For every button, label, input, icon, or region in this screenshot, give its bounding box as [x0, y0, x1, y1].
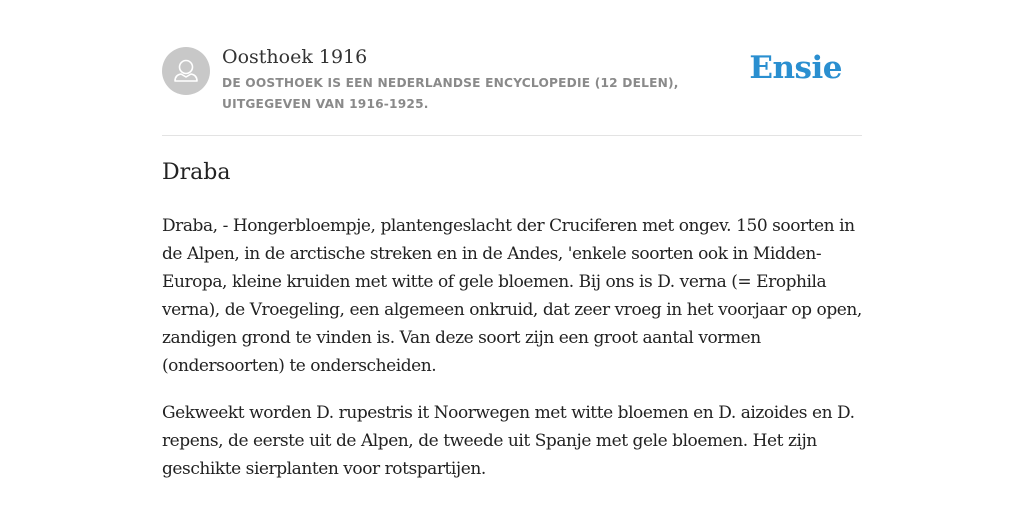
source-description: DE OOSTHOEK IS EEN NEDERLANDSE ENCYCLOPEDIE (12 DELEN), UITGEGEVEN VAN 1916-1925. — [222, 76, 679, 111]
brand-logo[interactable]: Ensie — [749, 50, 842, 86]
entry-paragraph: Gekweekt worden D. rupestris it Noorwegen met witte bloemen en D. aizoides en D. repens, de eerste uit de Alpen, de tweede uit Spanje met gele bloemen. Het zijn geschikte sierplanten voor rotspartijen. — [162, 403, 855, 479]
entry-body — [162, 212, 862, 502]
entry-title: Draba — [162, 160, 231, 185]
header-divider — [162, 135, 862, 136]
source-header — [162, 44, 862, 136]
source-title[interactable]: Oosthoek 1916 — [222, 46, 368, 68]
source-avatar[interactable] — [162, 47, 210, 95]
user-placeholder-icon — [162, 47, 210, 95]
entry-paragraph: Draba, - Hongerbloempje, plantengeslacht der Cruciferen met ongev. 150 soorten in de Alpen, in de arctische streken en in de Andes, 'enkele soorten ook in Midden-Europa, kleine kruiden met witte of gele bloemen. Bij ons is D. verna (= Erophila verna), de Vroegeling, een algemeen onkruid, dat zeer vroeg in het voorjaar op open, zandigen grond te vinden is. Van deze soort zijn een groot aantal vormen (ondersoorten) te onderscheiden. — [162, 216, 862, 376]
